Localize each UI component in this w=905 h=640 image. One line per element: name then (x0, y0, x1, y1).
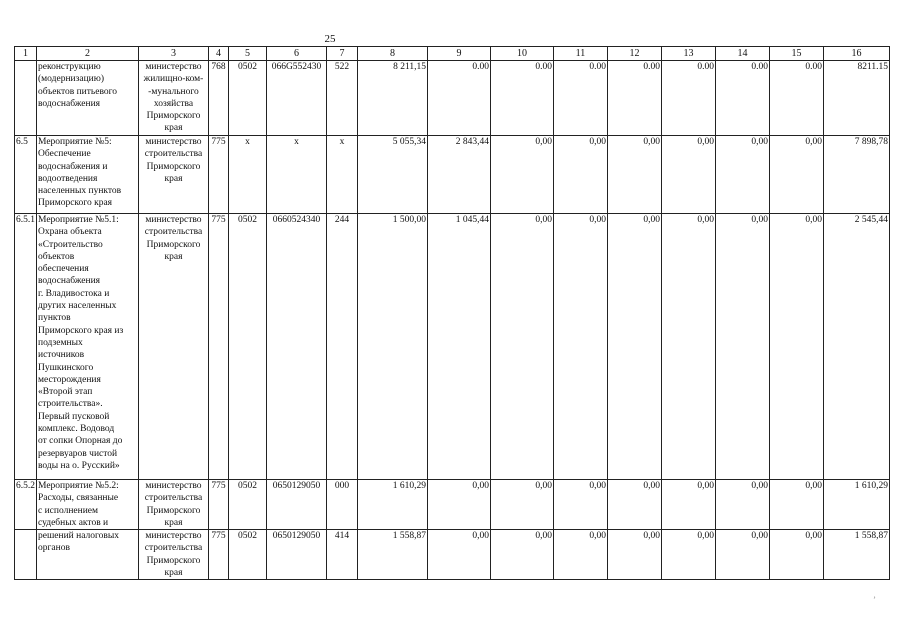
amount-cell: 0,00 (428, 530, 491, 580)
event-name-line: от сопки Опорная до (38, 436, 123, 447)
executor-line: хозяйства (153, 98, 194, 109)
event-name-line: воды на о. Русский» (38, 460, 120, 471)
section-code-cell: 0502 (229, 214, 267, 480)
amount-cell: 1 045,44 (428, 214, 491, 480)
table-row (15, 136, 890, 214)
amount-cell: 0,00 (608, 214, 662, 480)
event-name-line: Мероприятие №5.1: (38, 215, 119, 225)
amount-cell: 0,00 (608, 136, 662, 214)
event-name-line: Первый пусковой (38, 411, 110, 422)
target-article-cell: 066G552430 (267, 61, 327, 136)
corner-mark: ʼ (873, 595, 876, 605)
event-name-cell (37, 480, 139, 530)
event-name-line: месторождения (38, 374, 101, 385)
amount-cell: 0,00 (491, 480, 554, 530)
executor-line: -мунального (148, 86, 199, 97)
table-row (15, 61, 890, 136)
header-cell: 13 (662, 47, 716, 61)
executor-line: Приморского (146, 111, 201, 122)
target-article-cell: x (267, 136, 327, 214)
event-name-line: Приморского края из (38, 325, 124, 336)
event-name-cell (37, 61, 139, 136)
event-name-line: (модернизацию) (38, 74, 105, 85)
amount-cell: 0.00 (716, 61, 770, 136)
event-name-line: «Второй этап (38, 387, 93, 398)
executor-line: края (164, 123, 183, 134)
amount-cell: 1 610,29 (358, 480, 428, 530)
event-name-line: водоотведения (38, 173, 98, 184)
amount-cell: 8211.15 (824, 61, 890, 136)
header-cell: 15 (770, 47, 824, 61)
executor-line: строительства (144, 493, 203, 504)
amount-cell: 2 843,44 (428, 136, 491, 214)
executor-line: Приморского (146, 161, 201, 172)
event-name-line: Охрана объекта (38, 227, 102, 238)
expense-type-cell: 000 (327, 480, 358, 530)
row-number-cell: 6.5.1 (15, 214, 37, 480)
grbs-code-cell: 775 (209, 480, 229, 530)
executor-line: края (164, 568, 183, 579)
amount-cell: 0,00 (662, 214, 716, 480)
event-name-line: Мероприятие №5.2: (38, 481, 119, 491)
amount-cell: 0,00 (716, 480, 770, 530)
header-cell: 1 (15, 47, 37, 61)
amount-cell: 0,00 (770, 480, 824, 530)
event-name-line: подземных (38, 337, 83, 348)
header-cell: 14 (716, 47, 770, 61)
amount-cell: 0,00 (662, 480, 716, 530)
amount-cell: 0,00 (662, 530, 716, 580)
amount-cell: 1 558,87 (358, 530, 428, 580)
target-article-cell: 0660524340 (267, 214, 327, 480)
header-cell: 3 (139, 47, 209, 61)
event-name-line: комплекс. Водовод (38, 424, 115, 435)
amount-cell: 0.00 (770, 61, 824, 136)
expense-type-cell: x (327, 136, 358, 214)
amount-cell: 2 545,44 (824, 214, 890, 480)
amount-cell: 0,00 (716, 214, 770, 480)
amount-cell: 0,00 (554, 136, 608, 214)
amount-cell: 7 898,78 (824, 136, 890, 214)
executor-line: Приморского (146, 239, 201, 250)
amount-cell: 0.00 (491, 61, 554, 136)
section-code-cell: 0502 (229, 480, 267, 530)
amount-cell: 0,00 (770, 214, 824, 480)
event-name-line: органов (38, 543, 70, 554)
section-code-cell: 0502 (229, 61, 267, 136)
amount-cell: 0,00 (554, 530, 608, 580)
event-name-line: других населенных (38, 301, 117, 312)
amount-cell: 0.00 (662, 61, 716, 136)
table-row (15, 530, 890, 580)
amount-cell: 0.00 (554, 61, 608, 136)
page-number: 25 (324, 33, 336, 45)
amount-cell: 0,00 (770, 530, 824, 580)
amount-cell: 0,00 (554, 480, 608, 530)
event-name-line: водоснабжения и (38, 161, 108, 172)
grbs-code-cell: 775 (209, 214, 229, 480)
event-name-line: объектов питьевого (38, 86, 118, 97)
event-name-line: судебных актов и (38, 517, 109, 528)
event-name-line: «Строительство (38, 239, 103, 250)
amount-cell: 0,00 (716, 530, 770, 580)
event-name-line: населенных пунктов (38, 186, 122, 197)
event-name-line: пунктов (38, 313, 71, 324)
event-name-cell (37, 136, 139, 214)
executor-line: министерство (145, 137, 202, 147)
amount-cell: 0,00 (491, 214, 554, 480)
event-name-line: водоснабжения (38, 98, 101, 109)
header-cell: 11 (554, 47, 608, 61)
amount-cell: 0,00 (770, 136, 824, 214)
header-cell: 9 (428, 47, 491, 61)
executor-line: края (164, 517, 183, 528)
executor-line: жилищно-ком- (143, 74, 204, 85)
executor-line: министерство (145, 215, 202, 225)
target-article-cell: 0650129050 (267, 530, 327, 580)
amount-cell: 0,00 (428, 480, 491, 530)
executor-cell (139, 61, 209, 136)
row-number-cell: 6.5 (15, 136, 37, 214)
amount-cell: 0.00 (428, 61, 491, 136)
executor-line: строительства (144, 227, 203, 238)
executor-line: Приморского (146, 555, 201, 566)
event-name-line: с исполнением (38, 505, 99, 516)
executor-cell (139, 214, 209, 480)
event-name-cell (37, 214, 139, 480)
executor-line: министерство (145, 62, 202, 72)
event-name-line: водоснабжения (38, 276, 101, 287)
amount-cell: 0,00 (554, 214, 608, 480)
header-cell: 10 (491, 47, 554, 61)
expense-type-cell: 522 (327, 61, 358, 136)
row-number-cell (15, 530, 37, 580)
header-row (15, 47, 890, 61)
amount-cell: 1 500,00 (358, 214, 428, 480)
row-number-cell (15, 61, 37, 136)
executor-line: министерство (145, 481, 202, 491)
amount-cell: 1 610,29 (824, 480, 890, 530)
event-name-cell (37, 530, 139, 580)
amount-cell: 1 558,87 (824, 530, 890, 580)
event-name-line: источников (38, 350, 85, 361)
table-row (15, 214, 890, 480)
event-name-line: Приморского края (38, 198, 113, 209)
section-code-cell: x (229, 136, 267, 214)
amount-cell: 0,00 (491, 530, 554, 580)
header-cell: 4 (209, 47, 229, 61)
executor-cell (139, 136, 209, 214)
event-name-line: г. Владивостока и (38, 288, 110, 299)
section-code-cell: 0502 (229, 530, 267, 580)
amount-cell: 0,00 (491, 136, 554, 214)
executor-line: края (164, 173, 183, 184)
executor-line: строительства (144, 149, 203, 160)
budget-table (14, 46, 890, 580)
executor-line: строительства (144, 543, 203, 554)
executor-cell (139, 530, 209, 580)
header-cell: 5 (229, 47, 267, 61)
header-cell: 2 (37, 47, 139, 61)
amount-cell: 0,00 (716, 136, 770, 214)
event-name-line: обеспечения (38, 264, 89, 275)
executor-cell (139, 480, 209, 530)
event-name-line: Мероприятие №5: (38, 137, 112, 147)
grbs-code-cell: 775 (209, 530, 229, 580)
header-cell: 8 (358, 47, 428, 61)
event-name-line: Пушкинского (38, 362, 94, 373)
header-cell: 16 (824, 47, 890, 61)
grbs-code-cell: 768 (209, 61, 229, 136)
amount-cell: 8 211,15 (358, 61, 428, 136)
target-article-cell: 0650129050 (267, 480, 327, 530)
amount-cell: 0.00 (608, 61, 662, 136)
table-row (15, 480, 890, 530)
executor-line: министерство (145, 531, 202, 542)
event-name-line: строительства». (38, 399, 103, 410)
event-name-line: резервуаров чистой (38, 448, 118, 459)
event-name-line: Расходы, связанные (38, 493, 119, 504)
header-cell: 12 (608, 47, 662, 61)
header-cell: 7 (327, 47, 358, 61)
expense-type-cell: 244 (327, 214, 358, 480)
executor-line: Приморского (146, 505, 201, 516)
header-cell: 6 (267, 47, 327, 61)
event-name-line: решений налоговых (38, 531, 120, 542)
event-name-line: Обеспечение (38, 149, 91, 160)
row-number-cell: 6.5.2 (15, 480, 37, 530)
amount-cell: 5 055,34 (358, 136, 428, 214)
event-name-line: объектов (38, 251, 75, 262)
grbs-code-cell: 775 (209, 136, 229, 214)
amount-cell: 0,00 (662, 136, 716, 214)
expense-type-cell: 414 (327, 530, 358, 580)
amount-cell: 0,00 (608, 480, 662, 530)
amount-cell: 0,00 (608, 530, 662, 580)
executor-line: края (164, 251, 183, 262)
event-name-line: реконструкцию (38, 62, 101, 72)
